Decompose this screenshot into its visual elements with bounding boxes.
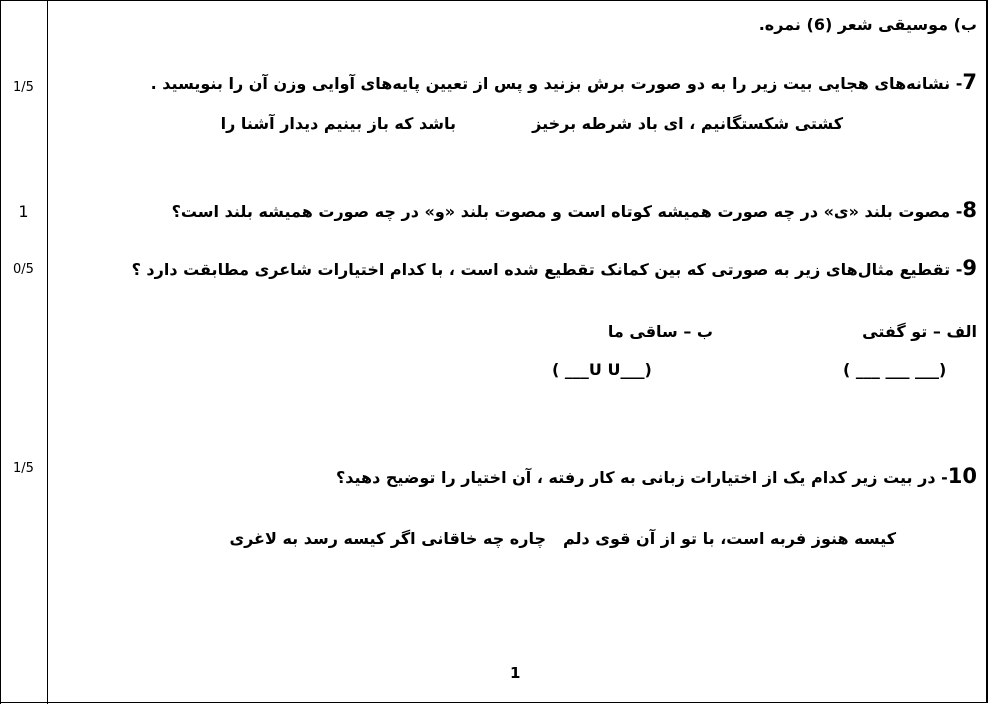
question-10 <box>336 464 977 488</box>
q10-verse-left: کیسه هنوز فربه است، با تو از آن قوی دلم <box>562 529 896 548</box>
question-8 <box>172 198 977 222</box>
question-8-number: 8 <box>962 198 977 222</box>
q9-option-a: الف – تو گفتی <box>862 322 977 341</box>
q9-pattern-b: ( ___U U___) <box>552 360 652 379</box>
score-column-divider <box>47 0 48 704</box>
question-9-number: 9 <box>962 256 977 280</box>
question-9-text: - تقطیع مثال‌های زیر به صورتی که بین کمانک تقطیع شده است ، با کدام اختیارات شاعری مطابقت دارد ؟ <box>131 260 963 279</box>
question-9 <box>132 256 977 280</box>
q9-pattern-a: ( ___ ___ ___) <box>843 360 947 379</box>
question-7-number: 7 <box>962 70 977 94</box>
question-10-text: - در بیت زیر کدام یک از اختیارات زبانی به کار رفته ، آن اختیار را توضیح دهید؟ <box>335 468 948 487</box>
q7-verse-left: باشد که باز بینیم دیدار آشنا را <box>220 114 456 133</box>
left-border <box>0 0 1 704</box>
score-q8: 1 <box>18 202 29 221</box>
page-number: 1 <box>510 664 521 682</box>
score-q10: 1/5 <box>13 461 34 476</box>
section-title: ب) موسیقی شعر (6) نمره. <box>758 15 977 34</box>
q10-verse-right: چاره چه خاقانی اگر کیسه رسد به لاغری <box>229 529 546 548</box>
q7-verse-right: کشتی شکستگانیم ، ای باد شرطه برخیز <box>532 114 843 133</box>
score-q9: 0/5 <box>13 262 34 277</box>
question-8-text: - مصوت بلند «ی» در چه صورت همیشه کوتاه است و مصوت بلند «و» در چه صورت همیشه بلند است؟ <box>171 202 963 221</box>
score-q7: 1/5 <box>13 80 34 95</box>
question-7-text: - نشانه‌های هجایی بیت زیر را به دو صورت برش بزنید و پس از تعیین پایه‌های آوایی وزن آن را بنویسید . <box>150 74 963 93</box>
q9-option-b: ب – ساقی ما <box>607 322 713 341</box>
question-7 <box>151 70 977 94</box>
question-10-number: 10 <box>947 464 977 488</box>
